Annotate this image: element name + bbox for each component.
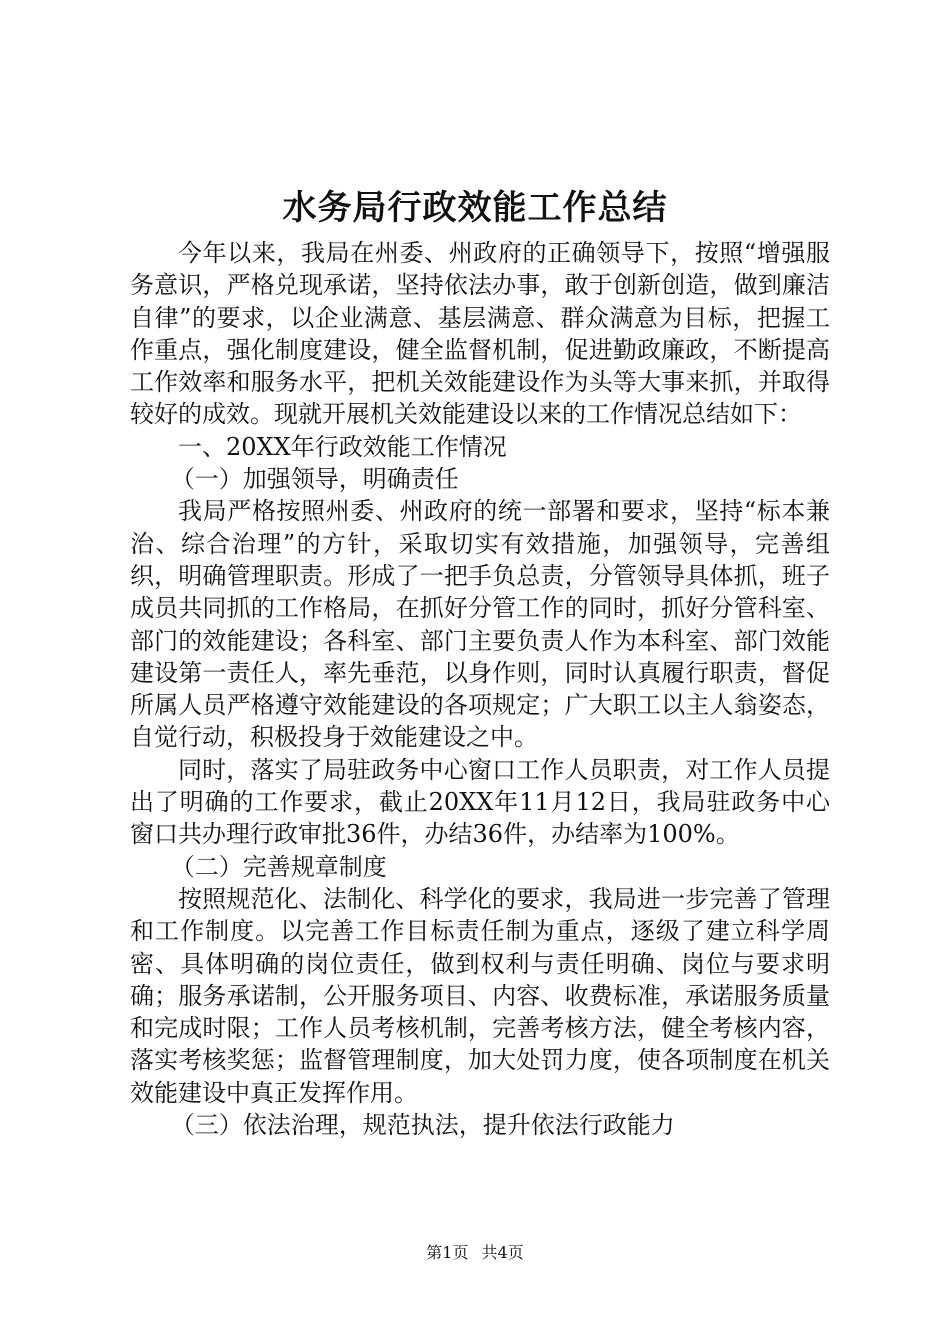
page-footer [0,1242,950,1264]
document-title: 水务局行政效能工作总结 [282,188,668,228]
page-number: 第1页 [426,1243,469,1262]
subsection-heading-3: （三）依法治理，规范执法，提升依法行政能力 [170,1111,675,1140]
subsection-heading-2: （二）完善规章制度 [170,852,387,881]
section-heading-1: 一、20XX年行政效能工作情况 [178,432,507,461]
paragraph-intro: 今年以来，我局在州委、州政府的正确领导下，按照“增强服务意识，严格兑现承诺，坚持依法办事，敢于创新创造，做到廉洁自律”的要求，以企业满意、基层满意、群众满意为目标，把握工作重点，强化制度建设，健全监督机制，促进勤政廉政，不断提高工作效率和服务水平，把机关效能建设作为头等大事来抓，并取得较好的成效。现就开展机关效能建设以来的工作情况总结如下： [130,239,830,429]
paragraph-leadership: 我局严格按照州委、州政府的统一部署和要求，坚持“标本兼治、综合治理”的方针，采取切实有效措施，加强领导，完善组织，明确管理职责。形成了一把手负总责，分管领导具体抓，班子成员共同抓的工作格局，在抓好分管工作的同时，抓好分管科室、部门的效能建设；各科室、部门主要负责人作为本科室、部门效能建设第一责任人，率先垂范，以身作则，同时认真履行职责，督促所属人员严格遵守效能建设的各项规定；广大职工以主人翁姿态，自觉行动，积极投身于效能建设之中。 [130,497,830,752]
document-body [130,237,830,1141]
paragraph-regulations: 按照规范化、法制化、科学化的要求，我局进一步完善了管理和工作制度。以完善工作目标责任制为重点，逐级了建立科学周密、具体明确的岗位责任，做到权利与责任明确、岗位与要求明确；服务承诺制，公开服务项目、内容、收费标准，承诺服务质量和完成时限；工作人员考核机制，完善考核方法，健全考核内容，落实考核奖惩；监督管理制度，加大处罚力度，使各项制度在机关效能建设中真正发挥作用。 [130,884,830,1107]
page-total: 共4页 [481,1243,524,1262]
paragraph-window-service: 同时，落实了局驻政务中心窗口工作人员职责，对工作人员提出了明确的工作要求，截止20XX年11月12日，我局驻政务中心窗口共办理行政审批36件，办结36件，办结率为100%。 [130,755,830,849]
subsection-heading-1: （一）加强领导，明确责任 [170,465,459,494]
